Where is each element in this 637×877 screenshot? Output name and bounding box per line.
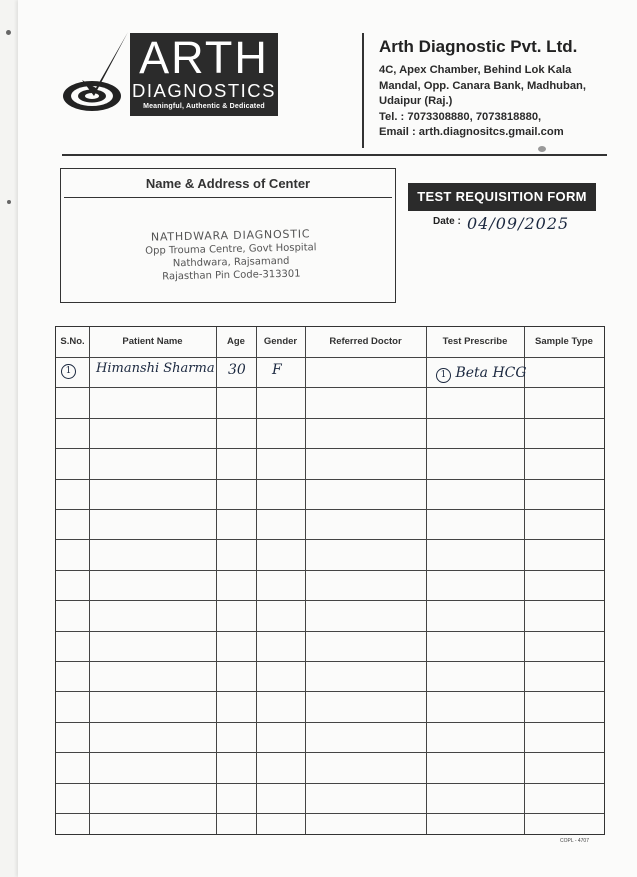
header-gender: Gender — [263, 336, 298, 347]
stamp-address-line: Nathdwara, Rajsamand — [172, 255, 290, 270]
row-divider — [56, 539, 604, 540]
stamp-address-line: Rajasthan Pin Code-313301 — [162, 268, 301, 283]
row-1-sno[interactable] — [61, 361, 76, 379]
column-divider — [305, 327, 306, 834]
logo-wordmark — [130, 33, 278, 116]
header-sample-type: Sample Type — [535, 336, 593, 347]
test-name: Beta HCG — [455, 365, 527, 381]
scan-speck — [7, 200, 11, 204]
scan-speck — [538, 146, 546, 152]
logo-main-text: ARTH — [139, 32, 269, 83]
form-code: COPL - 4707 — [560, 838, 589, 844]
form-title: TEST REQUISITION FORM — [408, 183, 596, 211]
company-name: Arth Diagnostic Pvt. Ltd. — [379, 37, 578, 56]
row-divider — [56, 448, 604, 449]
row-1-test-prescribe[interactable] — [436, 365, 527, 383]
row-divider — [56, 509, 604, 510]
row-divider — [56, 813, 604, 814]
date-label: Date : — [433, 216, 461, 227]
header-divider — [362, 33, 364, 148]
row-divider — [56, 752, 604, 753]
address-line: Udaipur (Raj.) — [379, 95, 453, 107]
header-test-prescribe: Test Prescribe — [442, 336, 508, 347]
company-info — [379, 37, 619, 141]
logo-sub-text: DIAGNOSTICS — [132, 80, 276, 101]
phone-line: Tel. : 7073308880, 7073818880, — [379, 110, 542, 123]
row-divider — [56, 631, 604, 632]
row-1-age[interactable]: 30 — [228, 362, 246, 378]
scan-speck — [6, 30, 11, 35]
center-address-box — [60, 168, 396, 303]
test-number-circled: 1 — [436, 368, 451, 383]
row-1-gender[interactable]: F — [272, 362, 282, 378]
logo-tagline: Meaningful, Authentic & Dedicated — [143, 103, 265, 110]
row-divider — [56, 387, 604, 388]
stamp-center-name: NATHDWARA DIAGNOSTIC — [150, 227, 311, 244]
row-divider — [56, 357, 604, 358]
date-field[interactable]: 04/09/2025 — [467, 214, 570, 233]
target-check-icon — [62, 30, 132, 120]
stamp-address-line: Opp Trouma Centre, Govt Hospital — [145, 242, 317, 257]
header-sno: S.No. — [60, 336, 85, 347]
address-line: 4C, Apex Chamber, Behind Lok Kala — [379, 64, 572, 76]
row-divider — [56, 722, 604, 723]
column-divider — [256, 327, 257, 834]
row-divider — [56, 418, 604, 419]
center-stamp — [130, 227, 331, 284]
company-logo — [62, 30, 287, 120]
header-age: Age — [227, 336, 245, 347]
address-line: Mandal, Opp. Canara Bank, Madhuban, — [379, 79, 586, 92]
row-divider — [56, 691, 604, 692]
row-1-patient-name[interactable]: Himanshi Sharma — [96, 361, 215, 376]
requisition-table — [55, 326, 605, 835]
header-rule — [62, 154, 607, 156]
center-box-title: Name & Address of Center — [64, 169, 392, 198]
column-divider — [426, 327, 427, 834]
email-line: Email : arth.diagnositcs.gmail.com — [379, 126, 564, 138]
row-divider — [56, 570, 604, 571]
header-patient-name: Patient Name — [122, 336, 183, 347]
row-divider — [56, 661, 604, 662]
row-divider — [56, 783, 604, 784]
sno-circled: 1 — [61, 364, 76, 379]
column-divider — [89, 327, 90, 834]
column-divider — [216, 327, 217, 834]
row-divider — [56, 479, 604, 480]
column-divider — [524, 327, 525, 834]
row-divider — [56, 600, 604, 601]
header-referred-doctor: Referred Doctor — [329, 336, 402, 347]
